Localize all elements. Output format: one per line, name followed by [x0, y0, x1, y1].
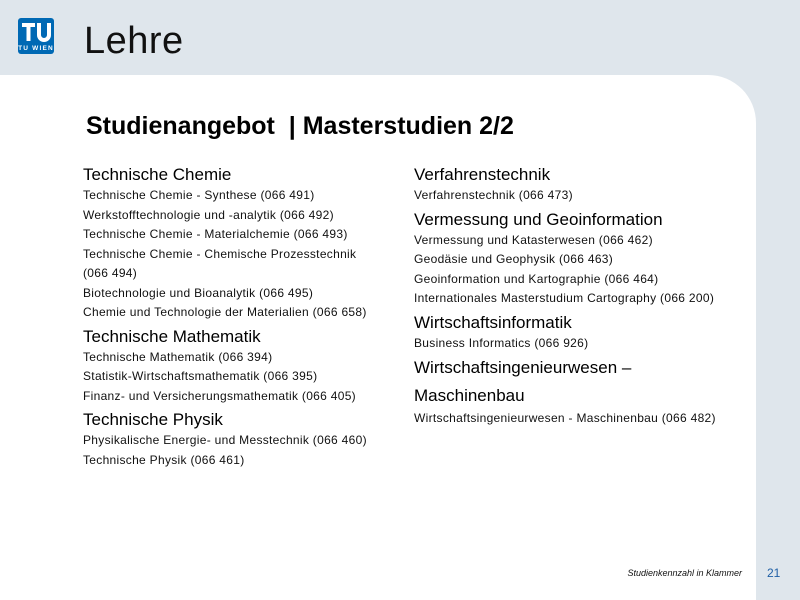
- slide-title: Lehre: [84, 20, 184, 62]
- study-program-item: (066 494): [83, 266, 138, 280]
- category-heading: Technische Chemie: [83, 165, 232, 184]
- study-program-item: Werkstofftechnologie und -analytik (066 492): [83, 207, 334, 222]
- study-program-item: Geoinformation und Kartographie (066 464): [414, 271, 659, 286]
- study-program-item: Biotechnologie und Bioanalytik (066 495): [83, 285, 314, 300]
- study-program-item: Finanz- und Versicherungsmathematik (066 405): [83, 388, 356, 403]
- footnote: Studienkennzahl in Klammer: [627, 568, 742, 578]
- study-program-item: Chemie und Technologie der Materialien (066 658): [83, 305, 367, 319]
- study-program-item: Verfahrenstechnik (066 473): [414, 188, 573, 202]
- right-column: [414, 161, 754, 429]
- study-program-item: Technische Physik (066 461): [83, 452, 245, 467]
- study-program-item: Geodäsie und Geophysik (066 463): [414, 252, 614, 266]
- study-program-item: Technische Chemie - Chemische Prozesstechnik: [83, 246, 357, 261]
- study-program-item: Business Informatics (066 926): [414, 335, 589, 350]
- category-heading: Maschinenbau: [414, 386, 525, 405]
- category-heading: Wirtschaftsingenieurwesen –: [414, 358, 632, 377]
- category-heading: Wirtschaftsinformatik: [414, 312, 572, 332]
- category-heading: Technische Mathematik: [83, 326, 261, 346]
- category-heading: Vermessung und Geoinformation: [414, 209, 663, 229]
- page-number: 21: [767, 566, 781, 580]
- study-program-item: Technische Mathematik (066 394): [83, 349, 273, 364]
- tu-wien-logo: [18, 18, 54, 54]
- study-program-item: Statistik-Wirtschaftsmathematik (066 395): [83, 369, 318, 383]
- study-program-item: Technische Chemie - Materialchemie (066 493): [83, 227, 348, 241]
- study-program-item: Technische Chemie - Synthese (066 491): [83, 188, 315, 202]
- study-program-item: Internationales Masterstudium Cartography (066 200): [414, 291, 715, 305]
- study-program-item: Vermessung und Katasterwesen (066 462): [414, 232, 653, 247]
- study-program-item: Wirtschaftsingenieurwesen - Maschinenbau (066 482): [414, 411, 716, 425]
- category-heading: Verfahrenstechnik: [414, 165, 551, 184]
- left-column: [83, 161, 403, 470]
- slide-subtitle: Studienangebot | Masterstudien 2/2: [86, 112, 514, 140]
- svg-text:TU WIEN: TU WIEN: [18, 45, 54, 52]
- study-program-item: Physikalische Energie- und Messtechnik (066 460): [83, 433, 367, 447]
- category-heading: Technische Physik: [83, 410, 223, 429]
